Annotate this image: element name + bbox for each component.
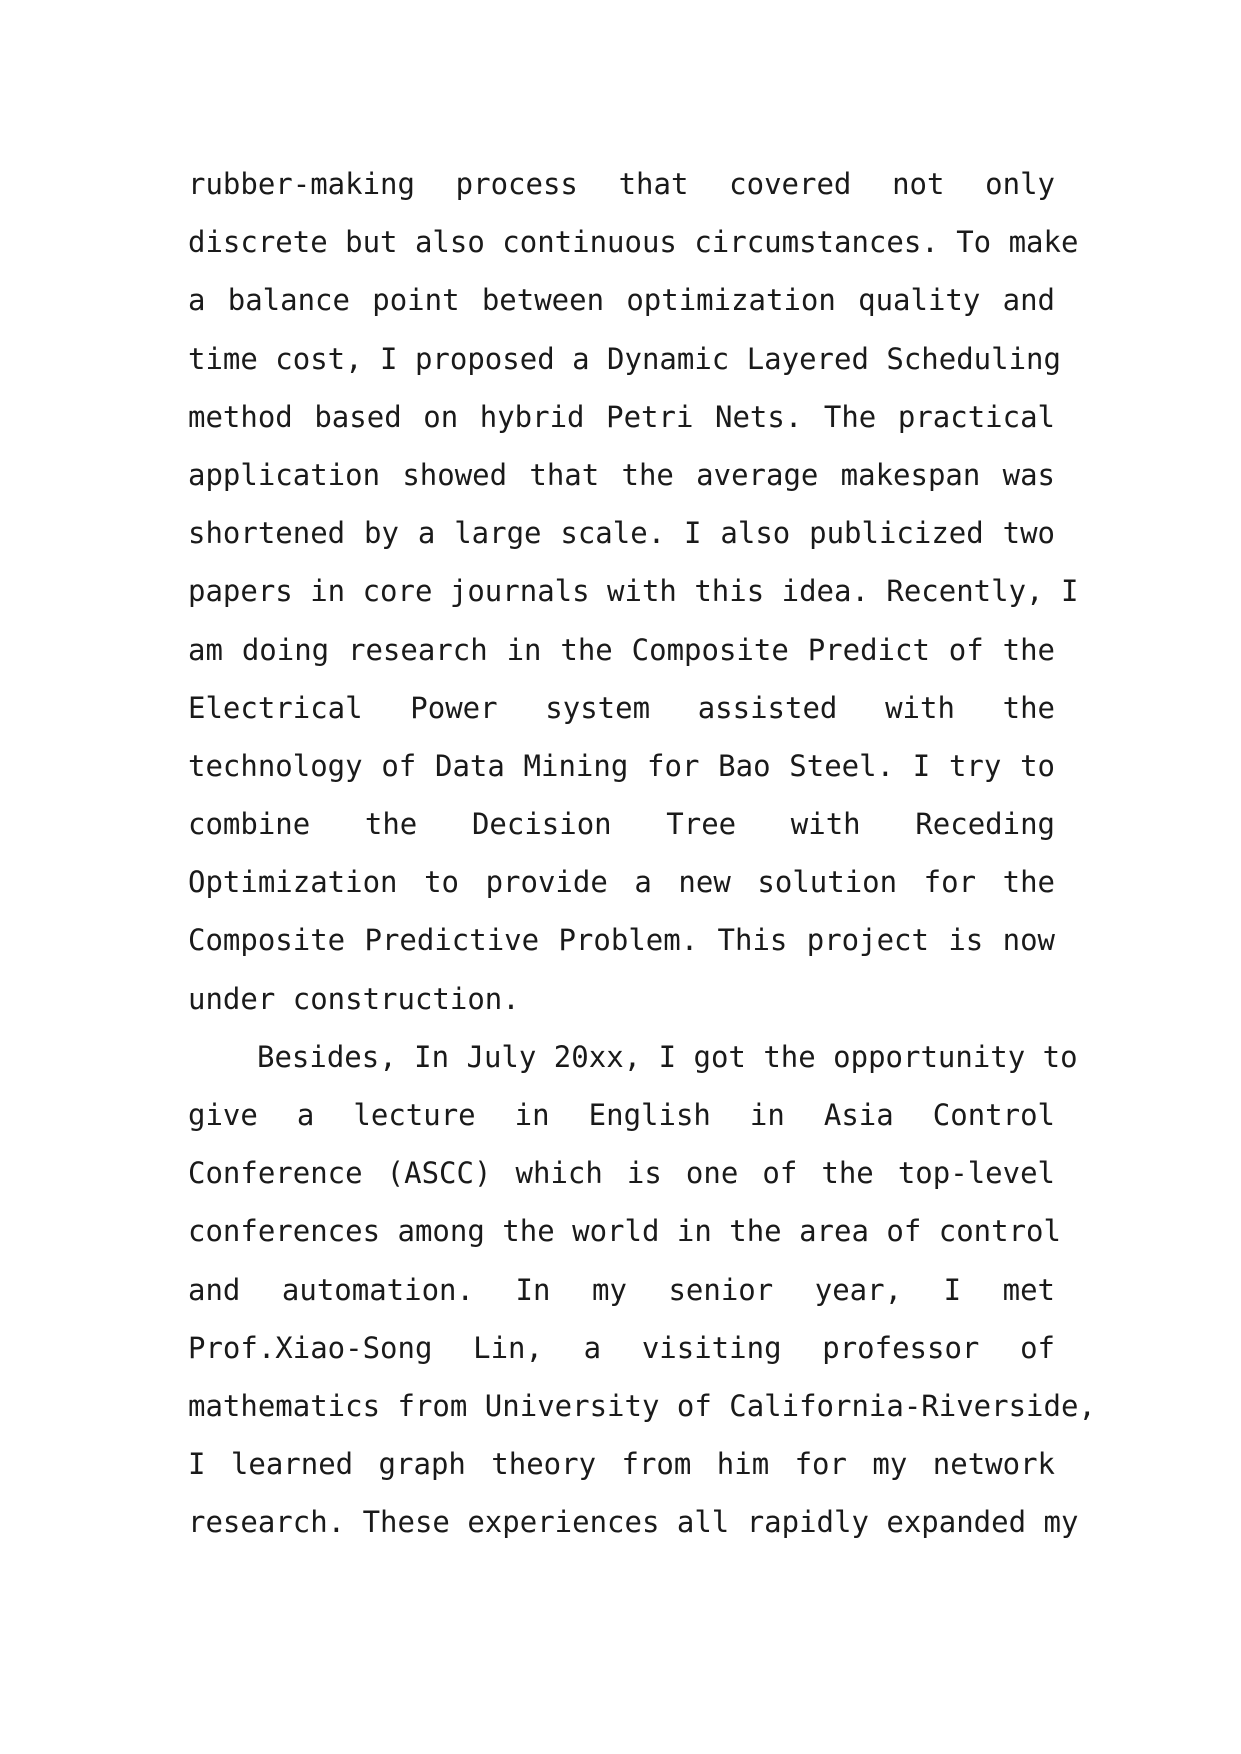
text-line: technology of Data Mining for Bao Steel. I try to [188, 748, 1055, 783]
text-line: under construction. [188, 981, 520, 1016]
text-line: am doing research in the Composite Predict of the [188, 632, 1055, 667]
text-line: Composite Predictive Problem. This project is now [188, 923, 1055, 958]
text-line: papers in core journals with this idea. Recently, I [188, 574, 1079, 609]
text-line: Besides, In July 20xx, I got the opportunity to [257, 1039, 1078, 1074]
paragraph-research [188, 155, 1079, 1028]
paragraph-besides [188, 1028, 1096, 1552]
text-line: Conference (ASCC) which is one of the top-level [188, 1156, 1055, 1191]
text-line: Prof.Xiao-Song Lin, a visiting professor of [188, 1330, 1055, 1365]
text-line: mathematics from University of California-Riverside, [188, 1388, 1096, 1423]
text-line: time cost, I proposed a Dynamic Layered Scheduling [188, 341, 1061, 376]
text-line: combine the Decision Tree with Receding [188, 807, 1055, 842]
text-line: rubber-making process that covered not only [188, 167, 1055, 201]
text-line: I learned graph theory from him for my network [188, 1447, 1055, 1482]
text-line: Optimization to provide a new solution for the [188, 865, 1055, 900]
text-line: conferences among the world in the area of control [188, 1214, 1061, 1249]
text-line: method based on hybrid Petri Nets. The practical [188, 399, 1055, 434]
text-line: discrete but also continuous circumstances. To make [188, 225, 1079, 260]
text-line: application showed that the average makespan was [188, 457, 1055, 492]
body-text [188, 155, 1096, 1552]
text-line: and automation. In my senior year, I met [188, 1272, 1055, 1307]
text-line: Electrical Power system assisted with the [188, 690, 1055, 725]
text-line: a balance point between optimization quality and [188, 283, 1055, 318]
text-line: give a lecture in English in Asia Control [188, 1098, 1055, 1132]
text-line: shortened by a large scale. I also publicized two [188, 516, 1055, 551]
text-line: research. These experiences all rapidly expanded my [188, 1505, 1079, 1540]
